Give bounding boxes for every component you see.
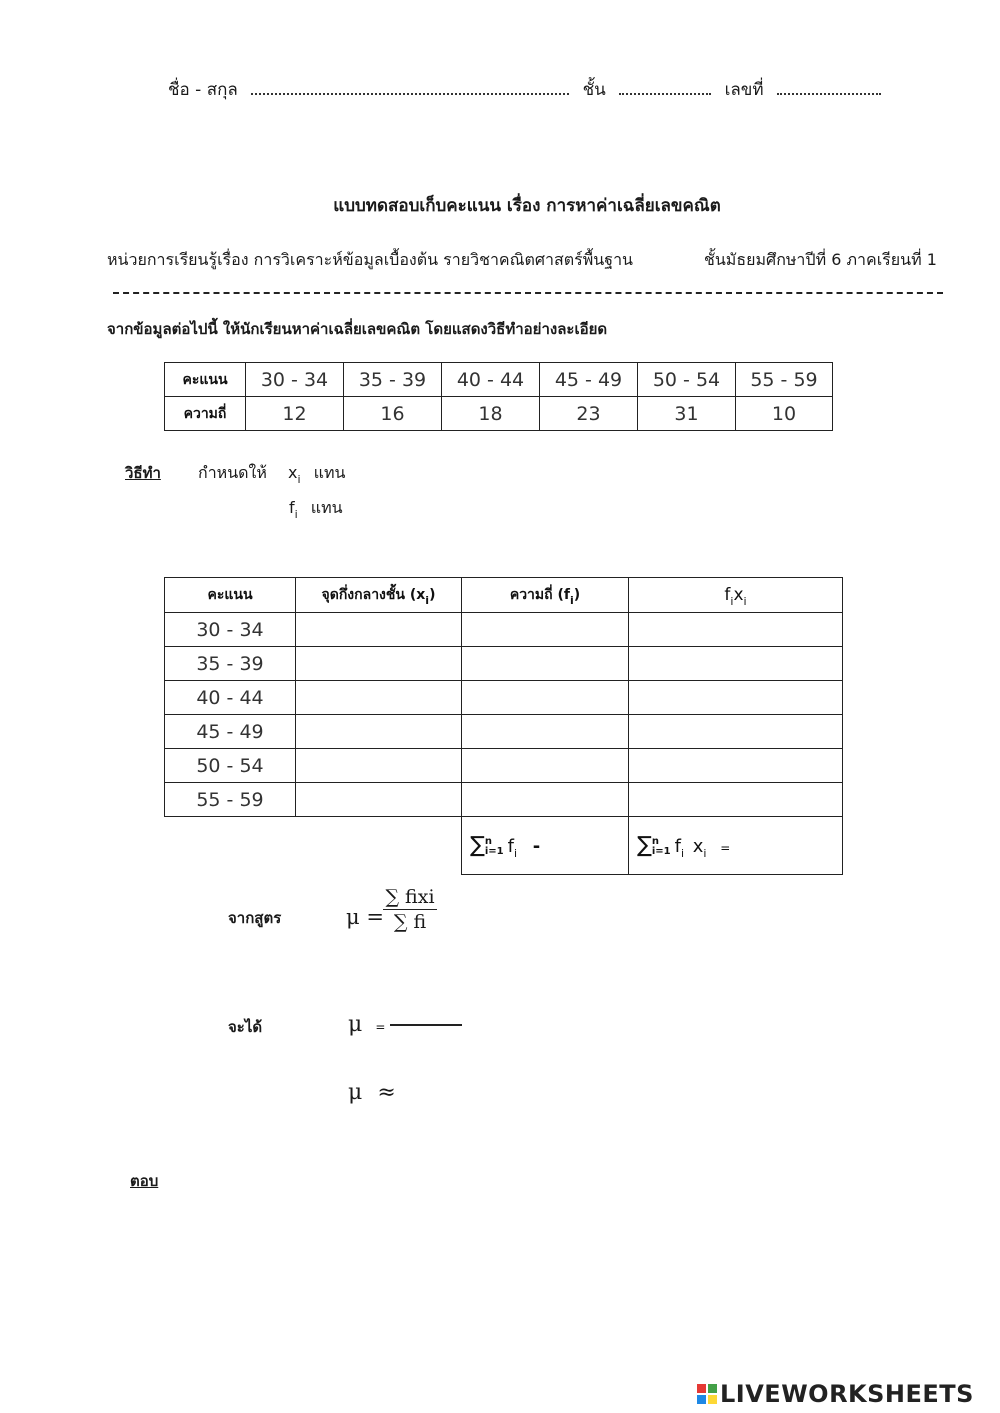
work-header-row <box>165 578 843 613</box>
sum-f-sub: i <box>513 847 517 860</box>
sum-fx-x-sub: i <box>703 847 707 860</box>
interval-cell: 40 - 44 <box>442 363 540 397</box>
x-stands-for: แทน <box>313 463 346 482</box>
liveworksheets-logo <box>697 1380 974 1408</box>
formula-fraction <box>383 886 437 933</box>
interval-cell: 30 - 34 <box>246 363 344 397</box>
fx-cell[interactable] <box>629 613 843 647</box>
midpoint-cell[interactable] <box>296 783 462 817</box>
name-blank[interactable] <box>251 79 569 95</box>
frequency-input-cell[interactable] <box>462 681 629 715</box>
midpoint-header-text: จุดกึ่งกลางชั้น (x <box>321 587 426 603</box>
class-label: ชั้น <box>582 80 606 100</box>
f-symbol: f <box>289 498 295 517</box>
result-fraction-line[interactable] <box>390 1024 462 1026</box>
frequency-cell: 12 <box>246 397 344 431</box>
work-score-cell: 55 - 59 <box>165 783 296 817</box>
formula-equals: = <box>366 905 384 929</box>
dashed-divider <box>113 292 943 294</box>
result-approx <box>348 1080 396 1105</box>
midpoint-cell[interactable] <box>296 647 462 681</box>
x-subscript: i <box>297 473 301 486</box>
frequency-cell: 18 <box>442 397 540 431</box>
work-score-header: คะแนน <box>165 578 296 613</box>
work-score-cell: 45 - 49 <box>165 715 296 749</box>
sum-lower: i=1 <box>651 846 671 857</box>
sum-limits <box>485 837 504 857</box>
sigma-symbol: ∑ <box>637 833 652 858</box>
name-label: ชื่อ - สกุล <box>168 80 238 100</box>
interval-cell: 45 - 49 <box>540 363 638 397</box>
mu-symbol: μ <box>348 1080 363 1105</box>
work-score-cell: 40 - 44 <box>165 681 296 715</box>
result-mu <box>348 1012 385 1037</box>
interval-cell: 55 - 59 <box>736 363 833 397</box>
student-info-line <box>168 76 881 103</box>
frequency-cell: 16 <box>344 397 442 431</box>
work-row <box>165 613 843 647</box>
fraction-bar <box>383 909 437 910</box>
frequency-col-sub: i <box>569 594 574 607</box>
frequency-input-cell[interactable] <box>462 715 629 749</box>
unit-subtitle: หน่วยการเรียนรู้เรื่อง การวิเคราะห์ข้อมูลเบื้องต้น รายวิชาคณิตศาสตร์พื้นฐาน <box>107 250 633 269</box>
logo-icon <box>697 1384 717 1404</box>
interval-row <box>165 363 833 397</box>
work-row <box>165 715 843 749</box>
sum-row <box>165 817 843 875</box>
mu-symbol: μ <box>348 1012 363 1037</box>
work-row <box>165 783 843 817</box>
logo-letter-l <box>697 1384 706 1393</box>
formula-mu <box>346 905 384 929</box>
formula-label: จากสูตร <box>228 909 282 927</box>
sum-lower: i=1 <box>484 846 504 857</box>
result-equals: = <box>375 1020 386 1034</box>
f-stands-for: แทน <box>310 498 343 517</box>
fx-cell[interactable] <box>629 681 843 715</box>
fx-cell[interactable] <box>629 749 843 783</box>
frequency-input-cell[interactable] <box>462 749 629 783</box>
interval-cell: 50 - 54 <box>638 363 736 397</box>
frequency-cell: 10 <box>736 397 833 431</box>
result-label: จะได้ <box>228 1018 263 1036</box>
sum-f: f <box>507 836 514 857</box>
sum-empty-cell <box>165 817 296 875</box>
frequency-cell: 31 <box>638 397 736 431</box>
sum-fx-f: f <box>674 836 681 857</box>
fx-f-sub: i <box>730 595 734 608</box>
midpoint-cell[interactable] <box>296 749 462 783</box>
work-score-cell: 35 - 39 <box>165 647 296 681</box>
fx-cell[interactable] <box>629 647 843 681</box>
sigma-symbol: ∑ <box>470 833 485 858</box>
method-label: วิธีทำ <box>125 464 161 482</box>
sum-fx-x: x <box>692 836 704 857</box>
number-blank[interactable] <box>777 79 881 95</box>
work-row <box>165 681 843 715</box>
sum-upper: n <box>651 836 659 847</box>
fx-x: x <box>733 585 744 605</box>
work-row <box>165 749 843 783</box>
sum-empty-cell <box>296 817 462 875</box>
midpoint-header <box>296 578 462 613</box>
work-score-cell: 50 - 54 <box>165 749 296 783</box>
data-table <box>164 362 833 431</box>
define-label: กำหนดให้ <box>198 463 267 482</box>
approx-symbol: ≈ <box>377 1080 396 1105</box>
interval-cell: 35 - 39 <box>344 363 442 397</box>
page-title: แบบทดสอบเก็บคะแนน เรื่อง การหาค่าเฉลี่ยเลขคณิต <box>333 196 721 216</box>
fx-cell[interactable] <box>629 783 843 817</box>
frequency-header: ความถี่ <box>165 397 246 431</box>
logo-letter-i <box>708 1384 717 1393</box>
f-definition <box>289 496 348 521</box>
frequency-input-cell[interactable] <box>462 647 629 681</box>
midpoint-cell[interactable] <box>296 613 462 647</box>
sum-upper: n <box>484 836 492 847</box>
work-row <box>165 647 843 681</box>
logo-letter-v <box>697 1395 706 1404</box>
work-table <box>164 577 843 875</box>
x-definition <box>288 461 351 486</box>
sum-f-equals: - <box>532 836 541 857</box>
midpoint-sub: i <box>425 594 430 607</box>
work-score-cell: 30 - 34 <box>165 613 296 647</box>
midpoint-cell[interactable] <box>296 715 462 749</box>
score-header: คะแนน <box>165 363 246 397</box>
instruction-text: จากข้อมูลต่อไปนี้ ให้นักเรียนหาค่าเฉลี่ยเลขคณิต โดยแสดงวิธีทำอย่างละเอียด <box>107 320 608 338</box>
formula-numerator: ∑ fixi <box>385 886 435 908</box>
brand-name: LIVEWORKSHEETS <box>720 1380 974 1408</box>
formula-denominator: ∑ fi <box>393 911 427 933</box>
frequency-col-text: ความถี่ (f <box>509 587 570 603</box>
frequency-input-cell[interactable] <box>462 783 629 817</box>
sum-fx-cell[interactable] <box>629 817 843 875</box>
frequency-cell: 23 <box>540 397 638 431</box>
frequency-col-close: ) <box>573 587 581 603</box>
fx-f: f <box>724 585 731 605</box>
sum-fx-f-sub: i <box>680 847 684 860</box>
number-label: เลขที่ <box>724 80 764 100</box>
sum-f-cell[interactable] <box>462 817 629 875</box>
midpoint-cell[interactable] <box>296 681 462 715</box>
fx-header <box>629 578 843 613</box>
sum-limits <box>652 837 671 857</box>
grade-subtitle: ชั้นมัธยมศึกษาปีที่ 6 ภาคเรียนที่ 1 <box>704 250 937 269</box>
frequency-input-cell[interactable] <box>462 613 629 647</box>
logo-letter-e <box>708 1395 717 1404</box>
sum-fx-equals: = <box>720 841 731 855</box>
f-subscript: i <box>294 508 298 521</box>
frequency-row <box>165 397 833 431</box>
class-blank[interactable] <box>619 79 711 95</box>
mu-symbol: μ <box>346 905 360 929</box>
frequency-col-header <box>462 578 629 613</box>
fx-cell[interactable] <box>629 715 843 749</box>
answer-label: ตอบ <box>130 1172 159 1190</box>
x-symbol: x <box>288 463 298 482</box>
midpoint-close: ) <box>429 587 436 603</box>
fx-x-sub: i <box>743 595 747 608</box>
